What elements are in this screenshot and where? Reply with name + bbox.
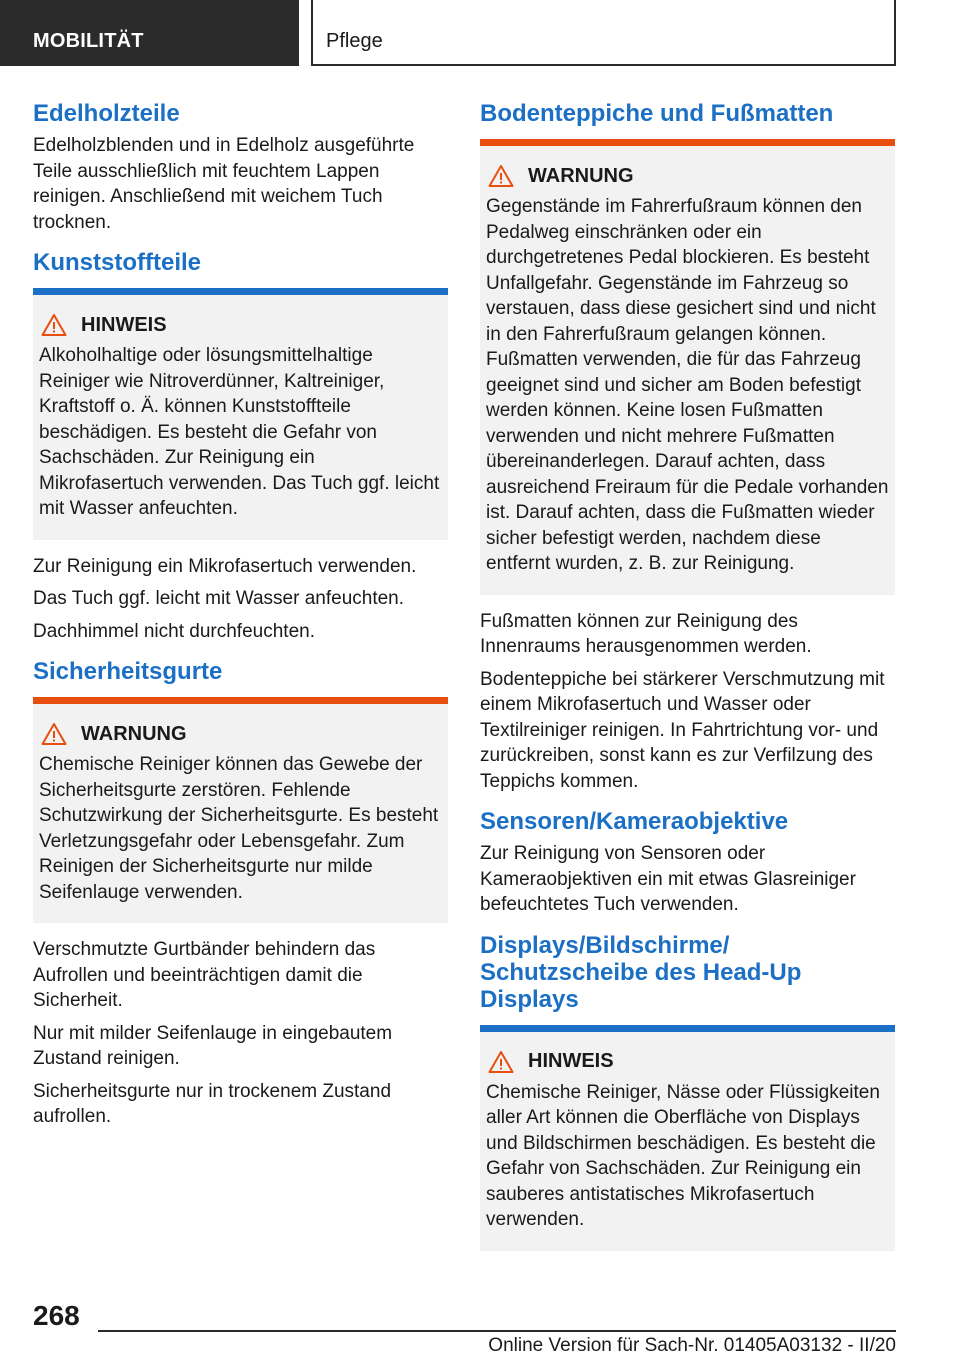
warning-triangle-icon bbox=[41, 313, 67, 337]
paragraph: Bodenteppiche bei stärkerer Verschmutzung mit einem Mikrofasertuch und Wasser oder Textilreiniger reinigen. In Fahrtrichtung vor- und zurückreiben, sonst kann es zur Verfilzung des Teppichs kommen. bbox=[480, 668, 885, 792]
paragraph: Zur Reinigung ein Mikrofasertuch verwenden. bbox=[33, 555, 417, 577]
paragraph: Fußmatten können zur Reinigung des Innenraums herausgenommen werden. bbox=[480, 610, 812, 657]
footer-divider bbox=[98, 1330, 896, 1332]
heading-kunststoffteile: Kunststoffteile bbox=[33, 249, 201, 276]
notice-text: Alkoholhaltige oder lösungsmittelhaltige Reiniger wie Nitroverdünner, Kaltreiniger, Kraftstoff o. Ä. können Kunststoffteile beschädigen. Es besteht die Gefahr von Sachschäden. Zur Reinigung ein Mikrofasertuch verwenden. Das Tuch ggf. leicht mit Wasser anfeuchten. bbox=[39, 345, 440, 519]
notice-title: HINWEIS bbox=[528, 1050, 614, 1072]
right-column bbox=[480, 100, 895, 1265]
paragraph: Das Tuch ggf. leicht mit Wasser anfeuchten. bbox=[33, 588, 405, 609]
paragraph: Verschmutzte Gurtbänder behindern das Aufrollen und beeinträchtigen damit die Sicherheit. bbox=[33, 939, 376, 1011]
warning-text: Chemische Reiniger können das Gewebe der Sicherheitsgurte zerstören. Fehlende Schutzwirkung der Sicherheitsgurte. Es besteht Verletzungsgefahr oder Lebensgefahr. Zum Reinigen der Sicherheitsgurte nur milde Seifenlauge verwenden. bbox=[39, 754, 439, 903]
section-tab: MOBILITÄT bbox=[0, 0, 299, 66]
heading-sicherheitsgurte: Sicherheitsgurte bbox=[33, 658, 223, 685]
notice-text: Chemische Reiniger, Nässe oder Flüssigkeiten aller Art können die Oberfläche von Displays und Bildschirmen beschädigen. Es besteht die Gefahr von Sachschäden. Zur Reinigung ein sauberes antistatisches Mikrofasertuch verwenden. bbox=[486, 1081, 880, 1230]
heading-displays: Displays/Bildschirme/ Schutzscheibe des Head-Up Displays bbox=[480, 931, 802, 1013]
left-column bbox=[33, 100, 448, 1137]
chapter-title: Pflege bbox=[311, 0, 896, 66]
paragraph: Edelholzblenden und in Edelholz ausgeführte Teile ausschließlich mit feuchtem Lappen reinigen. Anschließend mit weichem Tuch trocknen. bbox=[33, 135, 415, 233]
paragraph: Nur mit milder Seifenlauge in eingebautem Zustand reinigen. bbox=[33, 1022, 393, 1069]
warning-box bbox=[480, 139, 895, 595]
warning-text: Gegenstände im Fahrerfußraum können den Pedalweg einschränken oder ein durchgetretenes Pedal blockieren. Es besteht Unfallgefahr. Gegenstände im Fahrzeug so verstauen, dass diese gesichert sind und nicht in den Fahrerfußraum gelangen können. Fußmatten verwenden, die für das Fahrzeug geeignet sind und sicher am Boden befestigt werden können. Keine losen Fußmatten verwenden und nicht mehrere Fußmatten übereinanderlegen. Darauf achten, dass ausreichend Freiraum für die Pedale vorhanden ist. Darauf achten, dass die Fußmatten wieder sicher befestigt werden, nachdem diese entfernt wurden, z. B. zur Reinigung. bbox=[486, 196, 889, 574]
page-header bbox=[0, 0, 960, 66]
warning-triangle-icon bbox=[41, 722, 67, 746]
notice-box bbox=[33, 288, 448, 540]
heading-bodenteppiche: Bodenteppiche und Fußmatten bbox=[480, 100, 834, 127]
footer-version: Online Version für Sach-Nr. 01405A03132 - II/20 bbox=[488, 1335, 896, 1356]
page-number: 268 bbox=[33, 1300, 80, 1331]
warning-triangle-icon bbox=[488, 164, 514, 188]
warning-title: WARNUNG bbox=[81, 722, 187, 745]
paragraph: Zur Reinigung von Sensoren oder Kameraobjektiven ein mit etwas Glasreiniger befeuchtetes Tuch verwenden. bbox=[480, 843, 856, 915]
heading-sensoren: Sensoren/Kameraobjektive bbox=[480, 808, 789, 835]
warning-triangle-icon bbox=[488, 1050, 514, 1074]
notice-title: HINWEIS bbox=[81, 313, 167, 336]
warning-box bbox=[33, 697, 448, 923]
paragraph: Dachhimmel nicht durchfeuchten. bbox=[33, 620, 315, 642]
paragraph: Sicherheitsgurte nur in trockenem Zustand aufrollen. bbox=[33, 1080, 392, 1127]
heading-edelholzteile: Edelholzteile bbox=[33, 100, 180, 127]
notice-box bbox=[480, 1025, 895, 1251]
warning-title: WARNUNG bbox=[528, 164, 634, 187]
